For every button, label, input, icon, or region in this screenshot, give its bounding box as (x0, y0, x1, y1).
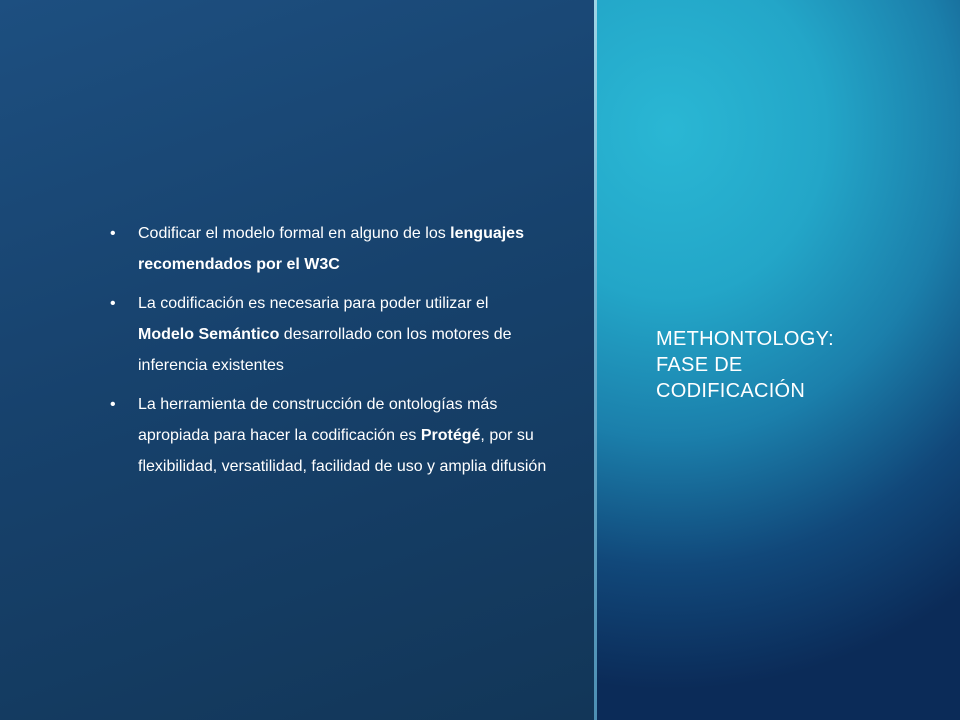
bullet-dot-icon: • (110, 295, 116, 312)
slide-title-line: CODIFICACIÓN (656, 380, 806, 402)
slide-title (656, 326, 906, 404)
bullet-text: desarrollado con los motores de inferencia existentes (138, 326, 512, 374)
bullet-dot-icon: • (110, 225, 116, 242)
bullet-text: La codificación es necesaria para poder utilizar el (138, 295, 489, 312)
bullet-text-bold: Modelo Semántico (138, 326, 280, 343)
slide-title-line: METHONTOLOGY: (656, 328, 835, 350)
bullet-item (108, 389, 548, 482)
bullet-text-bold: lenguajes recomendados por el W3C (138, 225, 524, 273)
bullet-text: Codificar el modelo formal en alguno de los (138, 225, 451, 242)
bullet-text: , por su flexibilidad, versatilidad, facilidad de uso y amplia difusión (138, 427, 547, 475)
bullet-list (108, 218, 548, 490)
slide-title-line: FASE DE (656, 354, 743, 376)
bullet-item (108, 218, 548, 280)
bullet-item (108, 288, 548, 381)
bullet-text: La herramienta de construcción de ontologías más apropiada para hacer la codificación es (138, 396, 498, 444)
bullet-text-bold: Protégé (420, 427, 481, 444)
bullet-dot-icon: • (110, 396, 116, 413)
